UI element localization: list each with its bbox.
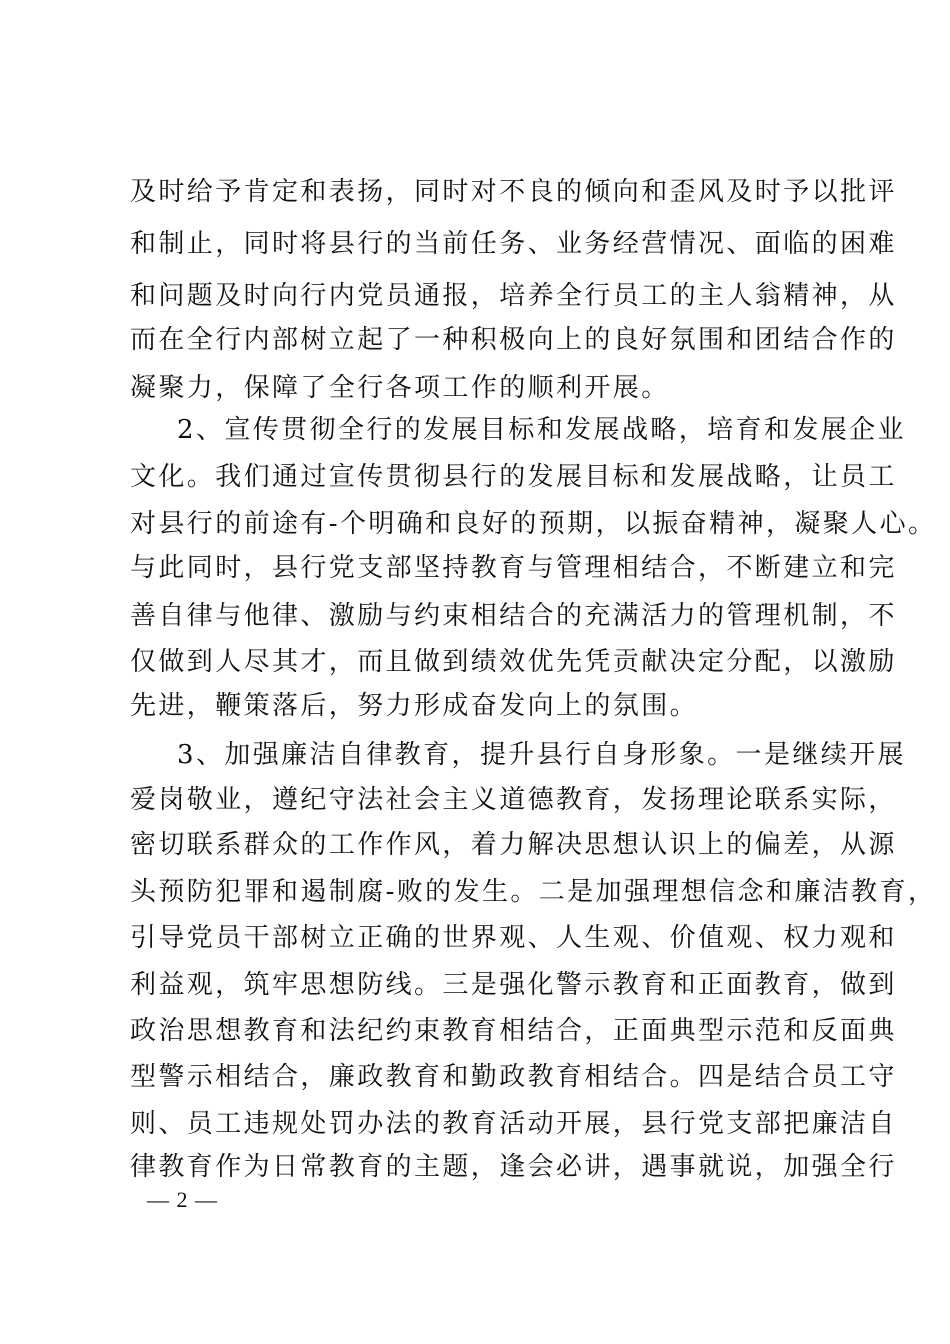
- text-line: 爱岗敬业，遵纪守法社会主义道德教育，发扬理论联系实际，: [130, 785, 897, 815]
- page-number: — 2 —: [147, 1187, 218, 1212]
- text-line: 政治思想教育和法纪约束教育相结合，正面典型示范和反面典: [130, 1016, 897, 1046]
- text-line: 凝聚力，保障了全行各项工作的顺利开展。: [130, 373, 670, 403]
- text-line: 律教育作为日常教育的主题，逢会必讲，遇事就说，加强全行: [130, 1152, 897, 1182]
- text-line: 仅做到人尽其才，而且做到绩效优先凭贡献决定分配，以激励: [130, 647, 897, 677]
- text-line: 文化。我们通过宣传贯彻县行的发展目标和发展战略，让员工: [130, 462, 897, 492]
- text-line: 利益观，筑牢思想防线。三是强化警示教育和正面教育，做到: [130, 970, 897, 1000]
- text-line: 引导党员干部树立正确的世界观、人生观、价值观、权力观和: [130, 923, 897, 953]
- text-line: 对县行的前途有-个明确和良好的预期，以振奋精神，凝聚人心。: [130, 509, 937, 539]
- text-line: 而在全行内部树立起了一种积极向上的良好氛围和团结合作的: [130, 325, 897, 355]
- text-line: 先进，鞭策落后，努力形成奋发向上的氛围。: [130, 691, 699, 721]
- text-line: 与此同时，县行党支部坚持教育与管理相结合，不断建立和完: [130, 553, 897, 583]
- paragraph-start-line: 2、宣传贯彻全行的发展目标和发展战略，培育和发展企业: [177, 415, 906, 445]
- text-line: 和问题及时向行内党员通报，培养全行员工的主人翁精神，从: [130, 281, 897, 311]
- text-line: 密切联系群众的工作作风，着力解决思想认识上的偏差，从源: [130, 830, 897, 860]
- text-line: 及时给予肯定和表扬，同时对不良的倾向和歪风及时予以批评: [130, 177, 897, 207]
- text-line: 和制止，同时将县行的当前任务、业务经营情况、面临的困难: [130, 229, 897, 259]
- text-line: 则、员工违规处罚办法的教育活动开展，县行党支部把廉洁自: [130, 1109, 897, 1139]
- paragraph-start-line: 3、加强廉洁自律教育，提升县行自身形象。一是继续开展: [177, 740, 906, 770]
- text-line: 型警示相结合，廉政教育和勤政教育相结合。四是结合员工守: [130, 1062, 897, 1092]
- text-line: 善自律与他律、激励与约束相结合的充满活力的管理机制，不: [130, 601, 897, 631]
- text-line: 头预防犯罪和遏制腐-败的发生。二是加强理想信念和廉洁教育，: [130, 877, 937, 907]
